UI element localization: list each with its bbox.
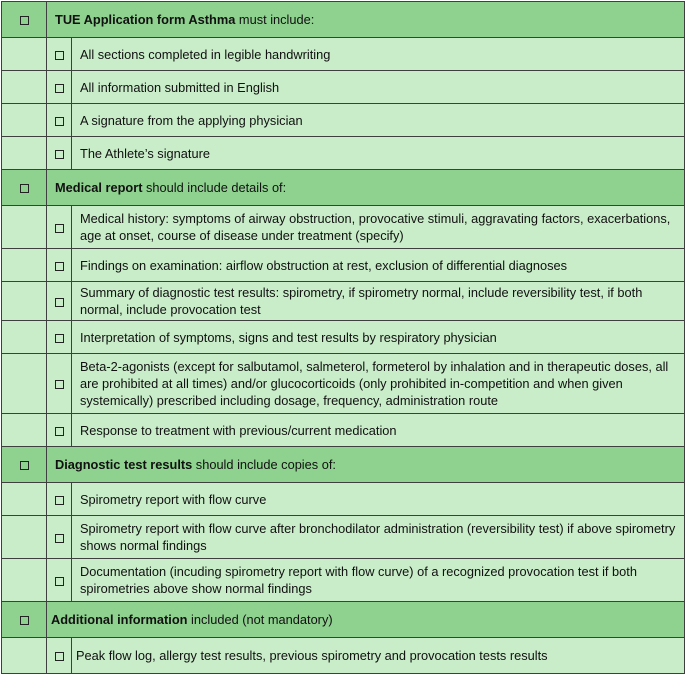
item-text: Response to treatment with previous/current medication — [72, 414, 685, 447]
checkbox-icon[interactable] — [55, 577, 64, 586]
checkbox-icon[interactable] — [55, 534, 64, 543]
checklist-row — [2, 38, 685, 71]
section-header-row — [2, 447, 685, 483]
indent-cell — [2, 38, 47, 71]
indent-cell — [2, 516, 47, 559]
checkbox-icon[interactable] — [55, 652, 64, 661]
item-text: Spirometry report with flow curve — [72, 483, 685, 516]
section-checkbox-cell[interactable] — [2, 2, 47, 38]
indent-cell — [2, 414, 47, 447]
checkbox-icon[interactable] — [55, 334, 64, 343]
indent-cell — [2, 71, 47, 104]
indent-cell — [2, 206, 47, 249]
indent-cell — [2, 354, 47, 414]
checklist-row — [2, 321, 685, 354]
item-text: Beta-2-agonists (except for salbutamol, salmeterol, formeterol by inhalation and in therapeutic doses, all are prohibited at all times) and/or glucocorticoids (only prohibited in-competition and when given systemically) prescribed including dosage, frequency, administration route — [72, 354, 685, 414]
checkbox-icon[interactable] — [55, 380, 64, 389]
indent-cell — [2, 638, 47, 674]
checklist-row — [2, 414, 685, 447]
indent-cell — [2, 249, 47, 282]
checkbox-icon[interactable] — [55, 298, 64, 307]
section-title: Diagnostic test results should include copies of: — [47, 447, 685, 483]
item-checkbox-cell[interactable] — [47, 137, 72, 170]
checklist-row — [2, 638, 685, 674]
section-checkbox-cell[interactable] — [2, 447, 47, 483]
checkbox-icon[interactable] — [55, 150, 64, 159]
item-checkbox-cell[interactable] — [47, 638, 72, 674]
checkbox-icon[interactable] — [55, 496, 64, 505]
checkbox-icon[interactable] — [55, 262, 64, 271]
item-text: Summary of diagnostic test results: spirometry, if spirometry normal, include reversibility test, if both normal, include provocation test — [72, 282, 685, 321]
indent-cell — [2, 559, 47, 602]
item-text: Documentation (incuding spirometry report with flow curve) of a recognized provocation test if both spirometries above show normal findings — [72, 559, 685, 602]
item-checkbox-cell[interactable] — [47, 282, 72, 321]
section-title: TUE Application form Asthma must include: — [47, 2, 685, 38]
indent-cell — [2, 104, 47, 137]
item-checkbox-cell[interactable] — [47, 354, 72, 414]
item-text: All sections completed in legible handwriting — [72, 38, 685, 71]
item-text: The Athlete’s signature — [72, 137, 685, 170]
item-checkbox-cell[interactable] — [47, 559, 72, 602]
checklist-row — [2, 206, 685, 249]
checklist-row — [2, 71, 685, 104]
section-title: Medical report should include details of: — [47, 170, 685, 206]
checkbox-icon[interactable] — [20, 616, 29, 625]
checkbox-icon[interactable] — [55, 427, 64, 436]
item-text: All information submitted in English — [72, 71, 685, 104]
checklist-row — [2, 137, 685, 170]
item-text: Medical history: symptoms of airway obstruction, provocative stimuli, aggravating factors, exacerbations, age at onset, course of disease under treatment (specify) — [72, 206, 685, 249]
indent-cell — [2, 282, 47, 321]
checklist-row — [2, 354, 685, 414]
item-checkbox-cell[interactable] — [47, 321, 72, 354]
checklist-row — [2, 559, 685, 602]
indent-cell — [2, 483, 47, 516]
checklist-row — [2, 483, 685, 516]
checkbox-icon[interactable] — [55, 51, 64, 60]
checkbox-icon[interactable] — [55, 117, 64, 126]
section-title: Additional information included (not mandatory) — [47, 602, 685, 638]
item-text: A signature from the applying physician — [72, 104, 685, 137]
section-header-row — [2, 602, 685, 638]
item-checkbox-cell[interactable] — [47, 38, 72, 71]
item-text: Spirometry report with flow curve after bronchodilator administration (reversibility test) if above spirometry shows normal findings — [72, 516, 685, 559]
item-checkbox-cell[interactable] — [47, 249, 72, 282]
checklist-row — [2, 282, 685, 321]
checkbox-icon[interactable] — [55, 224, 64, 233]
item-text: Peak flow log, allergy test results, previous spirometry and provocation tests results — [72, 638, 685, 674]
item-checkbox-cell[interactable] — [47, 71, 72, 104]
section-header-row — [2, 170, 685, 206]
item-checkbox-cell[interactable] — [47, 206, 72, 249]
checkbox-icon[interactable] — [20, 184, 29, 193]
checklist-row — [2, 104, 685, 137]
item-text: Interpretation of symptoms, signs and test results by respiratory physician — [72, 321, 685, 354]
section-checkbox-cell[interactable] — [2, 602, 47, 638]
section-checkbox-cell[interactable] — [2, 170, 47, 206]
checkbox-icon[interactable] — [20, 461, 29, 470]
item-checkbox-cell[interactable] — [47, 483, 72, 516]
section-header-row — [2, 2, 685, 38]
indent-cell — [2, 321, 47, 354]
checklist-row — [2, 516, 685, 559]
item-checkbox-cell[interactable] — [47, 516, 72, 559]
indent-cell — [2, 137, 47, 170]
item-checkbox-cell[interactable] — [47, 414, 72, 447]
item-text: Findings on examination: airflow obstruction at rest, exclusion of differential diagnoses — [72, 249, 685, 282]
checkbox-icon[interactable] — [20, 16, 29, 25]
checklist-row — [2, 249, 685, 282]
checkbox-icon[interactable] — [55, 84, 64, 93]
item-checkbox-cell[interactable] — [47, 104, 72, 137]
checklist-table — [1, 1, 685, 674]
